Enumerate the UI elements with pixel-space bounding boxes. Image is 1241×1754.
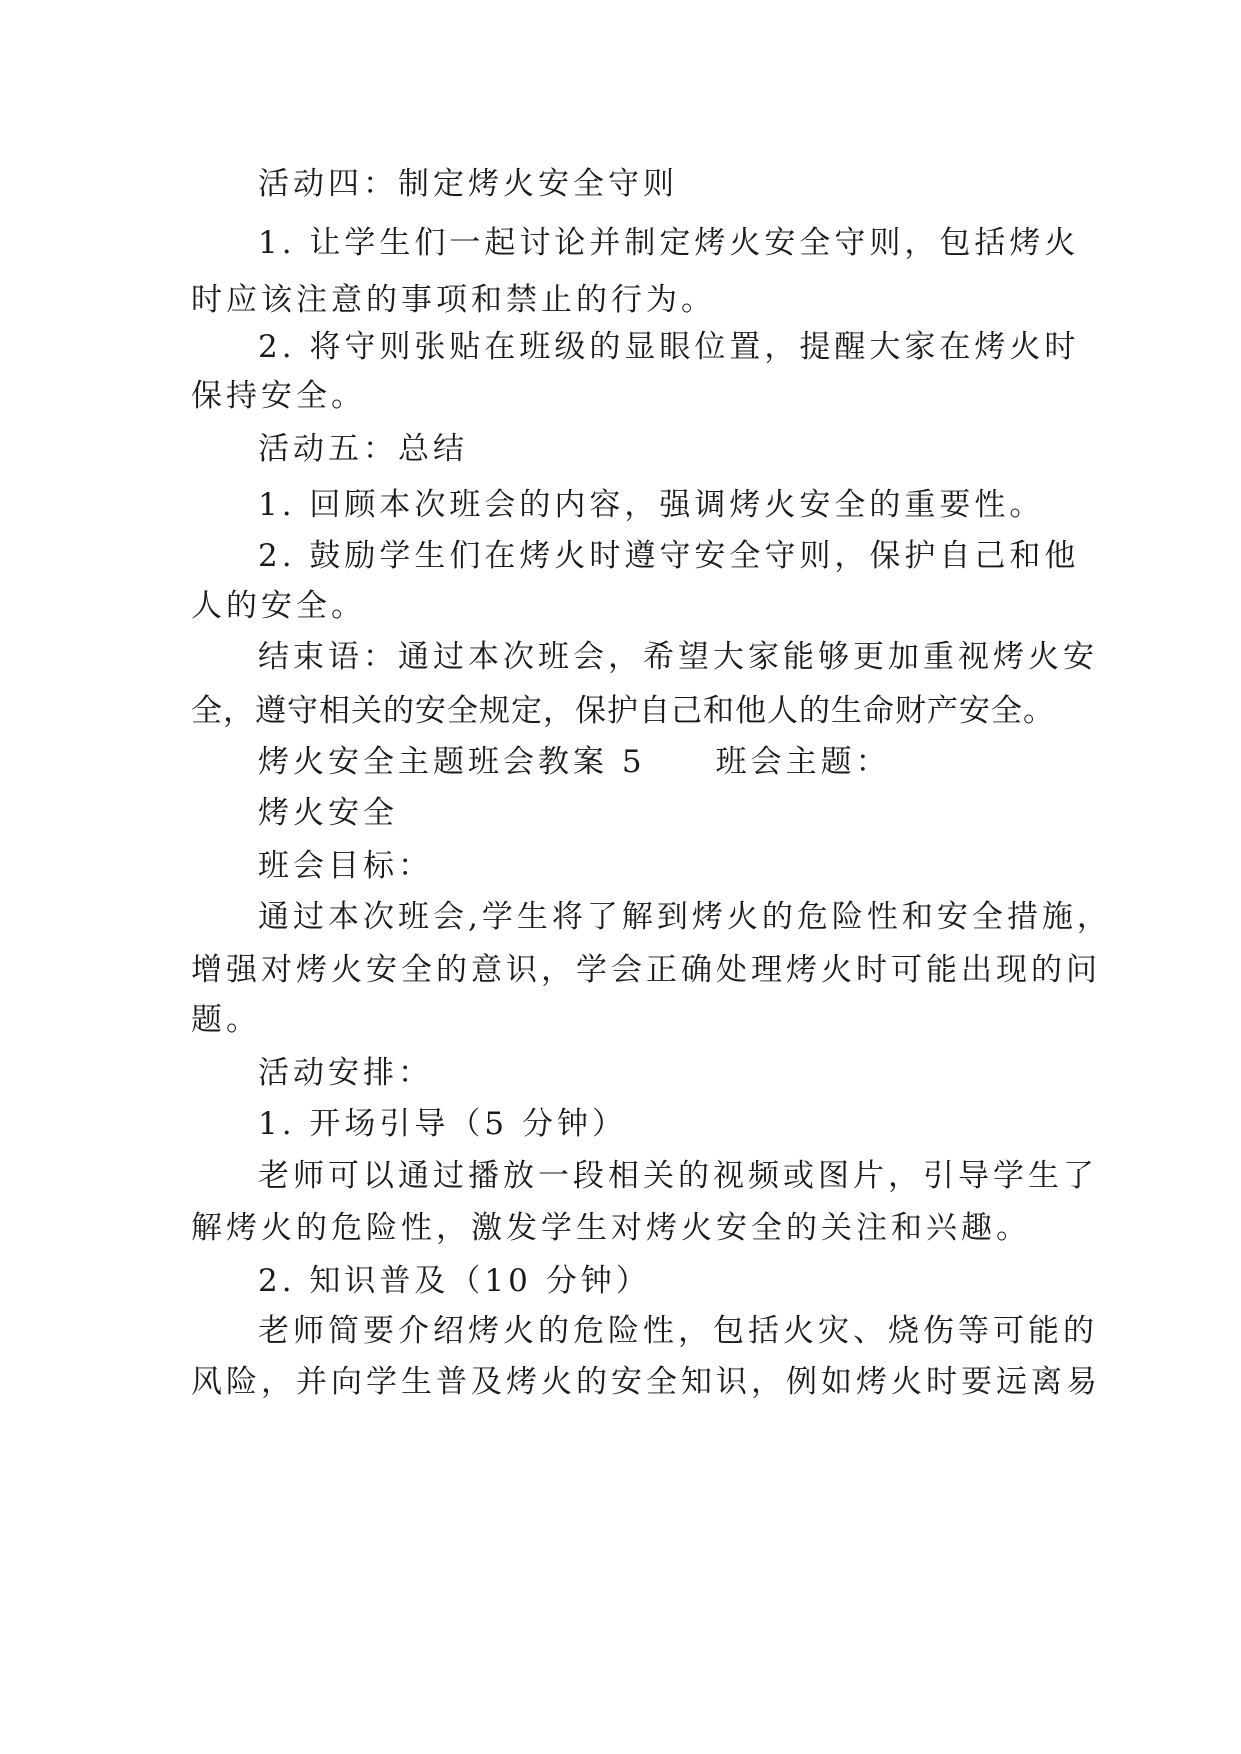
step-1-heading: 1. 开场引导（5 分钟） xyxy=(258,1106,628,1142)
class-goal-label: 班会目标： xyxy=(258,848,433,884)
paragraph-line: 2. 将守则张贴在班级的显眼位置，提醒大家在烤火时 xyxy=(258,329,1080,365)
paragraph-line: 老师简要介绍烤火的危险性，包括火灾、烧伤等可能的 xyxy=(258,1313,1098,1349)
activity-5-heading: 活动五：总结 xyxy=(258,431,468,467)
paragraph-line: 老师可以通过播放一段相关的视频或图片，引导学生了 xyxy=(258,1158,1098,1194)
step-2-heading: 2. 知识普及（10 分钟） xyxy=(258,1263,651,1299)
paragraph-line: 人的安全。 xyxy=(191,588,366,624)
paragraph-line: 增强对烤火安全的意识，学会正确处理烤火时可能出现的问 xyxy=(191,952,1101,988)
paragraph-line: 2. 鼓励学生们在烤火时遵守安全守则，保护自己和他 xyxy=(258,538,1080,574)
class-theme-label: 班会主题： xyxy=(715,744,891,780)
activity-4-heading: 活动四：制定烤火安全守则 xyxy=(258,166,678,202)
paragraph-line: 全，遵守相关的安全规定，保护自己和他人的生命财产安全。 xyxy=(191,693,1055,729)
paragraph-line: 1. 回顾本次班会的内容，强调烤火安全的重要性。 xyxy=(258,487,1045,523)
paragraph-line: 1. 让学生们一起讨论并制定烤火安全守则，包括烤火 xyxy=(258,225,1080,261)
class-theme-value: 烤火安全 xyxy=(258,795,398,831)
paragraph-line: 时应该注意的事项和禁止的行为。 xyxy=(191,282,716,318)
paragraph-line: 题。 xyxy=(191,1002,261,1038)
paragraph-line: 风险，并向学生普及烤火的安全知识，例如烤火时要远离易 xyxy=(191,1364,1101,1400)
paragraph-line: 通过本次班会,学生将了解到烤火的危险性和安全措施， xyxy=(258,899,1112,935)
paragraph-line: 解烤火的危险性，激发学生对烤火安全的关注和兴趣。 xyxy=(191,1210,1031,1246)
paragraph-line: 结束语：通过本次班会，希望大家能够更加重视烤火安 xyxy=(258,639,1098,675)
lesson-plan-title-line xyxy=(258,738,891,786)
activity-arrangement-label: 活动安排： xyxy=(258,1055,433,1091)
paragraph-line: 保持安全。 xyxy=(191,378,366,414)
lesson-plan-title: 烤火安全主题班会教案 5 xyxy=(258,744,646,780)
